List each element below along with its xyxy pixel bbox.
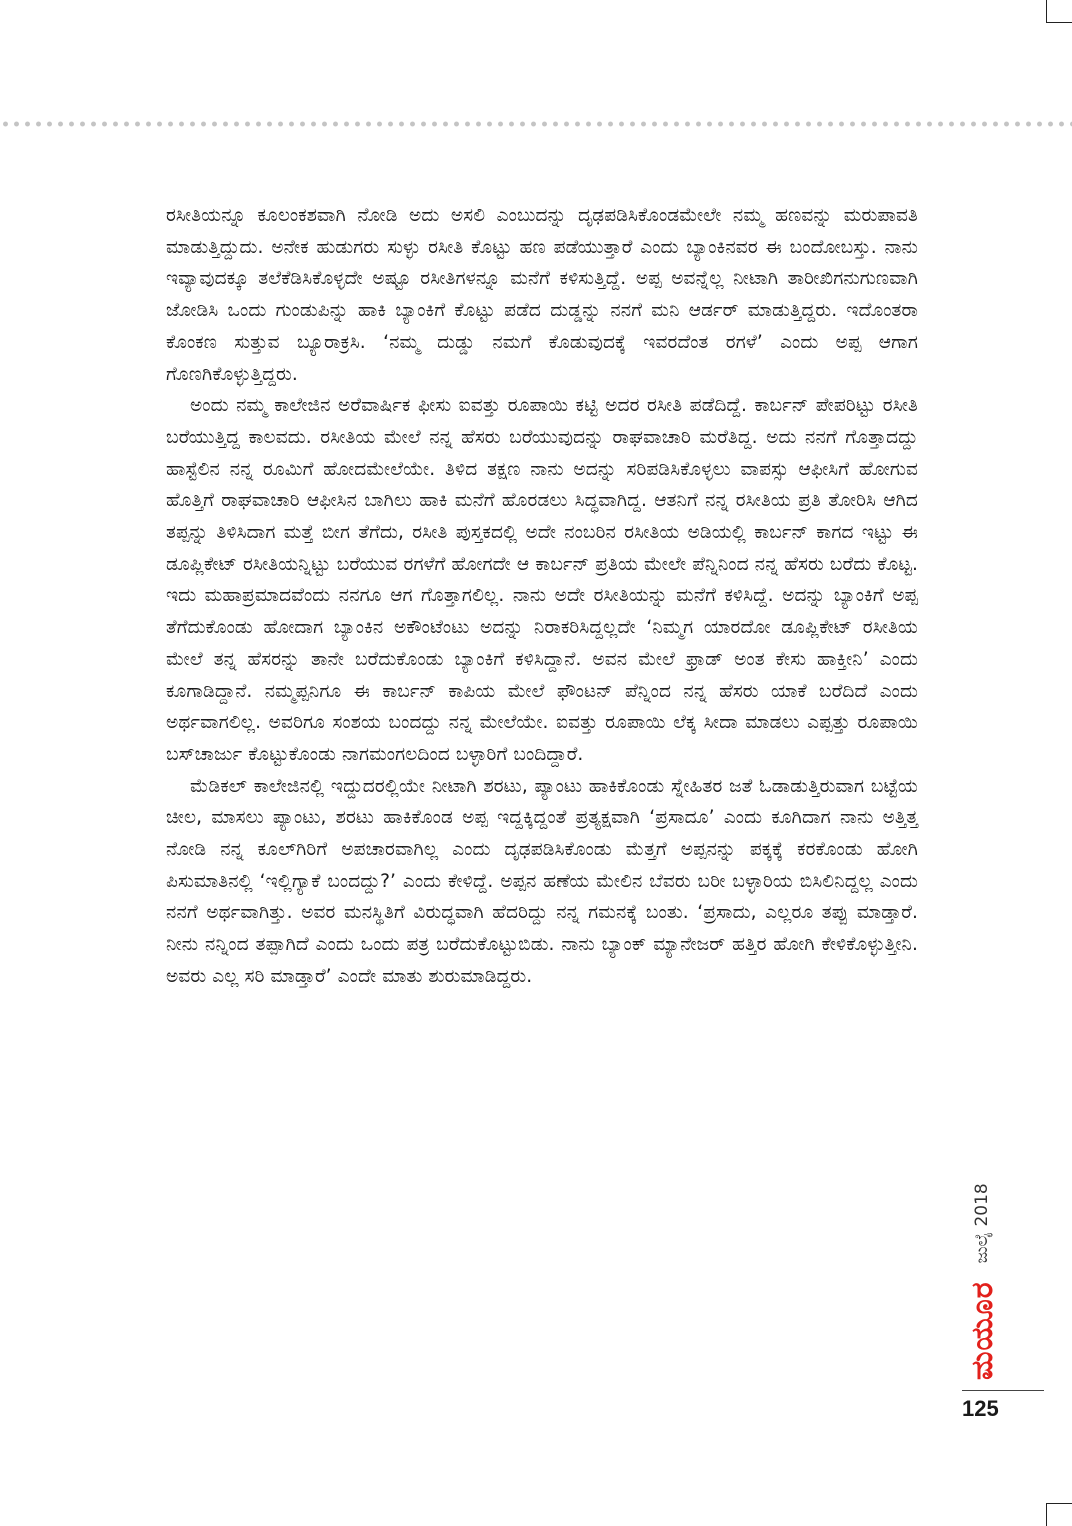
page-number-rule: [962, 1390, 1044, 1391]
paragraph-3: ಮೆಡಿಕಲ್ ಕಾಲೇಜಿನಲ್ಲಿ ಇದ್ದುದರಲ್ಲಿಯೇ ನೀಟಾಗಿ ಶರಟು, ಪ್ಯಾಂಟು ಹಾಕಿಕೊಂಡು ಸ್ನೇಹಿತರ ಜತೆ ಓಡಾಡುತ್ತಿರುವಾಗ ಬಟ್ಟೆಯ ಚೀಲ, ಮಾಸಲು ಪ್ಯಾಂಟು, ಶರಟು ಹಾಕಿಕೊಂಡ ಅಪ್ಪ ಇದ್ದಕ್ಕಿದ್ದಂತೆ ಪ್ರತ್ಯಕ್ಷವಾಗಿ ‘ಪ್ರಸಾದೂ’ ಎಂದು ಕೂಗಿದಾಗ ನಾನು ಅತ್ತಿತ್ತ ನೋಡಿ ನನ್ನ ಕೂಲ್‌ಗಿರಿಗೆ ಅಪಚಾರವಾಗಿಲ್ಲ ಎಂದು ದೃಢಪಡಿಸಿಕೊಂಡು ಮೆತ್ತಗೆ ಅಪ್ಪನನ್ನು ಪಕ್ಕಕ್ಕೆ ಕರಕೊಂಡು ಹೋಗಿ ಪಿಸುಮಾತಿನಲ್ಲಿ ‘ಇಲ್ಲಿಗ್ಯಾಕೆ ಬಂದದ್ದು?’ ಎಂದು ಕೇಳಿದ್ದೆ. ಅಪ್ಪನ ಹಣೆಯ ಮೇಲಿನ ಬೆವರು ಬರೀ ಬಳ್ಳಾರಿಯ ಬಿಸಿಲಿನಿದ್ದಲ್ಲ ಎಂದು ನನಗೆ ಅರ್ಥವಾಗಿತ್ತು. ಅವರ ಮನಸ್ಥಿತಿಗೆ ವಿರುದ್ಧವಾಗಿ ಹೆದರಿದ್ದು ನನ್ನ ಗಮನಕ್ಕೆ ಬಂತು. ‘ಪ್ರಸಾದು, ಎಲ್ಲರೂ ತಪ್ಪು ಮಾಡ್ತಾರೆ. ನೀನು ನನ್ನಿಂದ ತಪ್ಪಾಗಿದೆ ಎಂದು ಒಂದು ಪತ್ರ ಬರೆದುಕೊಟ್ಟುಬಿಡು. ನಾನು ಬ್ಯಾಂಕ್ ಮ್ಯಾನೇಜರ್ ಹತ್ತಿರ ಹೋಗಿ ಕೇಳಿಕೊಳ್ಳುತ್ತೀನಿ. ಅವರು ಎಲ್ಲ ಸರಿ ಮಾಡ್ತಾರೆ’ ಎಂದೇ ಮಾತು ಶುರುಮಾಡಿದ್ದರು.: [166, 775, 918, 987]
issue-date: ಜುಲೈ 2018: [972, 1183, 992, 1264]
paragraph-2: ಅಂದು ನಮ್ಮ ಕಾಲೇಜಿನ ಅರೆವಾರ್ಷಿಕ ಫೀಸು ಐವತ್ತು ರೂಪಾಯಿ ಕಟ್ಟಿ ಅದರ ರಸೀತಿ ಪಡೆದಿದ್ದೆ. ಕಾರ್ಬನ್ ಪೇಪರಿಟ್ಟು ರಸೀತಿ ಬರೆಯುತ್ತಿದ್ದ ಕಾಲವದು. ರಸೀತಿಯ ಮೇಲೆ ನನ್ನ ಹೆಸರು ಬರೆಯುವುದನ್ನು ರಾಘವಾಚಾರಿ ಮರೆತಿದ್ದ. ಅದು ನನಗೆ ಗೊತ್ತಾದದ್ದು ಹಾಸ್ಟೆಲಿನ ನನ್ನ ರೂಮಿಗೆ ಹೋದಮೇಲೆಯೇ. ತಿಳಿದ ತಕ್ಷಣ ನಾನು ಅದನ್ನು ಸರಿಪಡಿಸಿಕೊಳ್ಳಲು ವಾಪಸ್ಸು ಆಫೀಸಿಗೆ ಹೋಗುವ ಹೊತ್ತಿಗೆ ರಾಘವಾಚಾರಿ ಆಫೀಸಿನ ಬಾಗಿಲು ಹಾಕಿ ಮನೆಗೆ ಹೊರಡಲು ಸಿದ್ಧವಾಗಿದ್ದ. ಆತನಿಗೆ ನನ್ನ ರಸೀತಿಯ ಪ್ರತಿ ತೋರಿಸಿ ಆಗಿದ ತಪ್ಪನ್ನು ತಿಳಿಸಿದಾಗ ಮತ್ತೆ ಬೀಗ ತೆಗೆದು, ರಸೀತಿ ಪುಸ್ತಕದಲ್ಲಿ ಅದೇ ನಂಬರಿನ ರಸೀತಿಯ ಅಡಿಯಲ್ಲಿ ಕಾರ್ಬನ್ ಕಾಗದ ಇಟ್ಟು ಈ ಡೂಪ್ಲಿಕೇಟ್ ರಸೀತಿಯನ್ನಿಟ್ಟು ಬರೆಯುವ ರಗಳೆಗೆ ಹೋಗದೇ ಆ ಕಾರ್ಬನ್ ಪ್ರತಿಯ ಮೇಲೇ ಪೆನ್ನಿನಿಂದ ನನ್ನ ಹೆಸರು ಬರೆದು ಕೊಟ್ಟ. ಇದು ಮಹಾಪ್ರಮಾದವೆಂದು ನನಗೂ ಆಗ ಗೊತ್ತಾಗಲಿಲ್ಲ. ನಾನು ಅದೇ ರಸೀತಿಯನ್ನು ಮನೆಗೆ ಕಳಿಸಿದ್ದೆ. ಅದನ್ನು ಬ್ಯಾಂಕಿಗೆ ಅಪ್ಪ ತೆಗೆದುಕೊಂಡು ಹೋದಾಗ ಬ್ಯಾಂಕಿನ ಅಕೌಂಟೆಂಟು ಅದನ್ನು ನಿರಾಕರಿಸಿದ್ದಲ್ಲದೇ ‘ನಿಮ್ಮಗ ಯಾರದೋ ಡೂಪ್ಲಿಕೇಟ್ ರಸೀತಿಯ ಮೇಲೆ ತನ್ನ ಹೆಸರನ್ನು ತಾನೇ ಬರೆದುಕೊಂಡು ಬ್ಯಾಂಕಿಗೆ ಕಳಿಸಿದ್ದಾನೆ. ಅವನ ಮೇಲೆ ಫ್ರಾಡ್ ಅಂತ ಕೇಸು ಹಾಕ್ತೀನಿ’ ಎಂದು ಕೂಗಾಡಿದ್ದಾನೆ. ನಮ್ಮಪ್ಪನಿಗೂ ಈ ಕಾರ್ಬನ್ ಕಾಪಿಯ ಮೇಲೆ ಫೌಂಟನ್ ಪೆನ್ನಿಂದ ನನ್ನ ಹೆಸರು ಯಾಕೆ ಬರೆದಿದೆ ಎಂದು ಅರ್ಥವಾಗಲಿಲ್ಲ. ಅವರಿಗೂ ಸಂಶಯ ಬಂದದ್ದು ನನ್ನ ಮೇಲೆಯೇ. ಐವತ್ತು ರೂಪಾಯಿ ಲೆಕ್ಕ ಸೀದಾ ಮಾಡಲು ಎಪ್ಪತ್ತು ರೂಪಾಯಿ ಬಸ್‌ಚಾರ್ಜು ಕೊಟ್ಟುಕೊಂಡು ನಾಗಮಂಗಲದಿಂದ ಬಳ್ಳಾರಿಗೆ ಬಂದಿದ್ದಾರೆ.: [166, 395, 918, 765]
magazine-logo: ಮಯೂರ: [964, 1281, 1000, 1380]
paragraph-1: ರಸೀತಿಯನ್ನೂ ಕೂಲಂಕಶವಾಗಿ ನೋಡಿ ಅದು ಅಸಲಿ ಎಂಬುದನ್ನು ದೃಢಪಡಿಸಿಕೊಂಡಮೇಲೇ ನಮ್ಮ ಹಣವನ್ನು ಮರುಪಾವತಿ ಮಾಡುತ್ತಿದ್ದುದು. ಅನೇಕ ಹುಡುಗರು ಸುಳ್ಳು ರಸೀತಿ ಕೊಟ್ಟು ಹಣ ಪಡೆಯುತ್ತಾರೆ ಎಂದು ಬ್ಯಾಂಕಿನವರ ಈ ಬಂದೋಬಸ್ತು. ನಾನು ಇವ್ಯಾವುದಕ್ಕೂ ತಲೆಕೆಡಿಸಿಕೊಳ್ಳದೇ ಅಷ್ಟೂ ರಸೀತಿಗಳನ್ನೂ ಮನೆಗೆ ಕಳಿಸುತ್ತಿದ್ದೆ. ಅಪ್ಪ ಅವನ್ನೆಲ್ಲ ನೀಟಾಗಿ ತಾರೀಖಿಗನುಗುಣವಾಗಿ ಜೋಡಿಸಿ ಒಂದು ಗುಂಡುಪಿನ್ನು ಹಾಕಿ ಬ್ಯಾಂಕಿಗೆ ಕೊಟ್ಟು ಪಡೆದ ದುಡ್ಡನ್ನು ನನಗೆ ಮನಿ ಆರ್ಡರ್ ಮಾಡುತ್ತಿದ್ದರು. ಇದೊಂತರಾ ಕೊಂಕಣ ಸುತ್ತುವ ಬ್ಯೂರಾಕ್ರಸಿ. ‘ನಮ್ಮ ದುಡ್ಡು ನಮಗೆ ಕೊಡುವುದಕ್ಕೆ ಇವರದೆಂತ ರಗಳೆ’ ಎಂದು ಅಪ್ಪ ಆಗಾಗ ಗೊಣಗಿಕೊಳ್ಳುತ್ತಿದ್ದರು.: [166, 205, 918, 385]
magazine-sidebar: [964, 1120, 1000, 1380]
crop-mark-top: [1046, 0, 1072, 23]
article-body: [166, 200, 918, 993]
dotted-divider: [0, 120, 1072, 128]
page-number: 125: [962, 1396, 999, 1421]
crop-mark-bottom: [1046, 1503, 1072, 1526]
